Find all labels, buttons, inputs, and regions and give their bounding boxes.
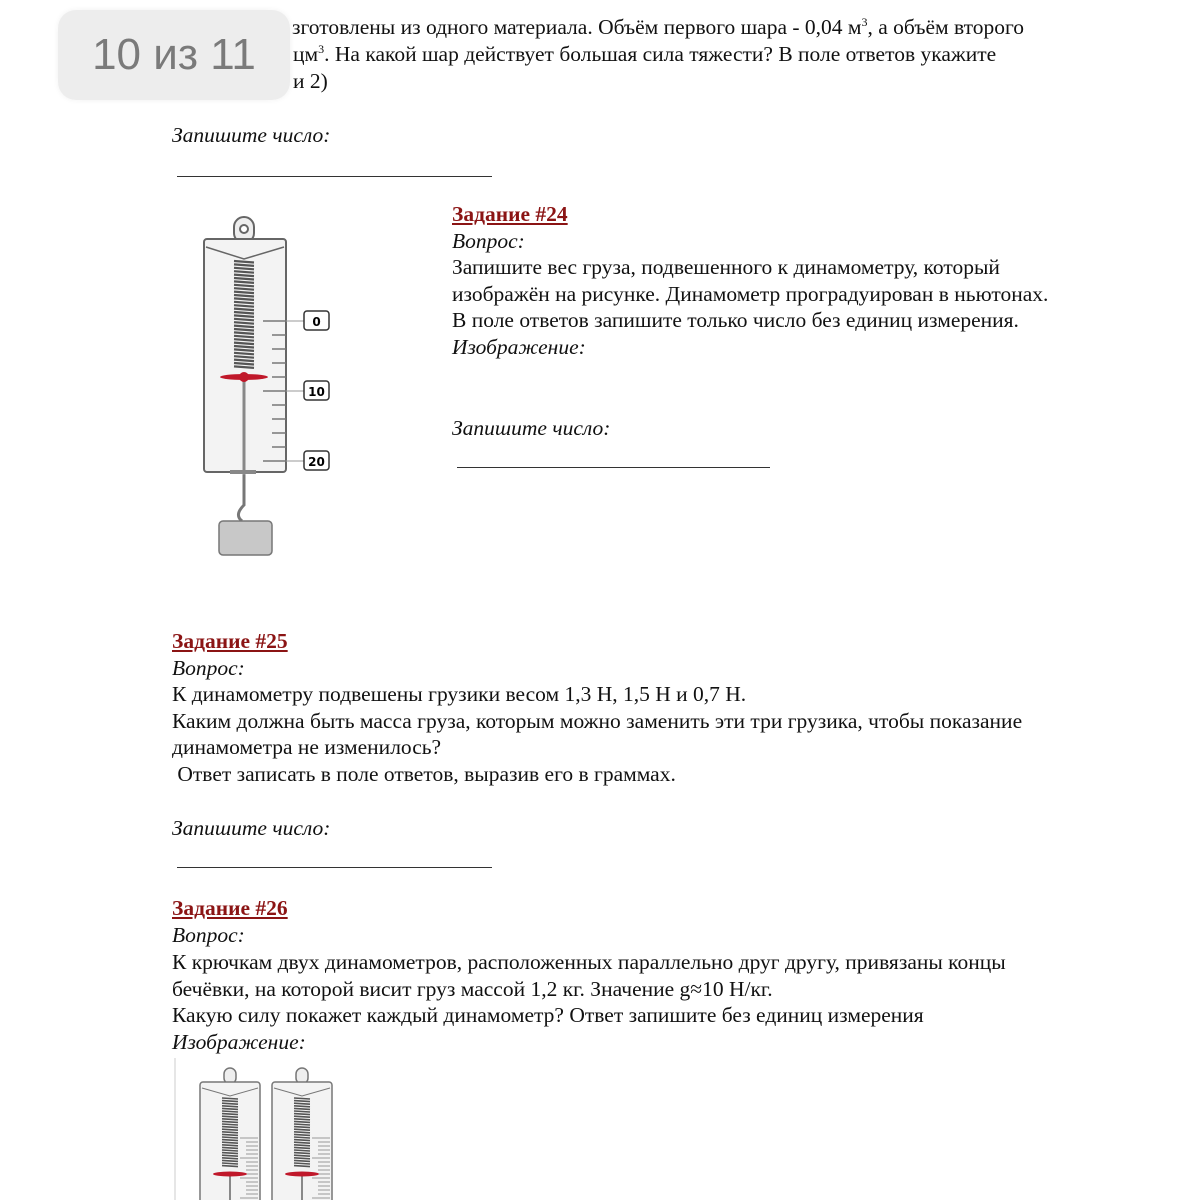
spring-coil — [234, 332, 254, 334]
task26-title: Задание #26 — [172, 896, 288, 920]
spring-coil — [234, 271, 254, 273]
task23-line-3: и 2) — [293, 69, 328, 93]
task23-answer-label: Запишите число: — [172, 123, 331, 147]
spring-coil — [234, 264, 254, 266]
dynamometer-left — [200, 1068, 260, 1200]
task24-question-label: Вопрос: — [452, 229, 525, 253]
spring-coil — [234, 295, 254, 297]
task26-line-3: Какую силу покажет каждый динамометр? Ответ запишите без единиц измерения — [172, 1003, 924, 1027]
scale-label-10 — [304, 381, 329, 400]
two-dynamometers-image — [172, 1058, 342, 1200]
spring-coil — [234, 275, 254, 277]
spring-coil — [234, 329, 254, 331]
task24-title: Задание #24 — [452, 202, 568, 226]
spring-coil — [234, 278, 254, 280]
dynamometer-image — [170, 205, 370, 565]
task23-line-1: зготовлены из одного материала. Объём первого шара - 0,04 $м^3$, а объём второго — [292, 14, 1024, 39]
scale-label-0 — [304, 311, 329, 330]
task23-answer-field[interactable] — [177, 176, 492, 177]
spring-coil — [234, 343, 254, 345]
page-indicator: 10 из 11 — [58, 10, 290, 100]
spring-coil — [234, 285, 254, 287]
spring-coil — [234, 346, 254, 348]
task23-line-2: $цм^3$. На какой шар действует большая сила тяжести? В поле ответов укажите — [293, 41, 997, 66]
task26-image-label: Изображение: — [172, 1030, 306, 1054]
task26-line-1: К крючкам двух динамометров, расположенных параллельно друг другу, привязаны концы — [172, 950, 1006, 974]
spring-coil — [234, 292, 254, 294]
task24-image-label: Изображение: — [452, 335, 586, 359]
task25-line-4: Ответ записать в поле ответов, выразив его в граммах. — [172, 762, 676, 786]
spring-coil — [234, 319, 254, 321]
task24-answer-field[interactable] — [457, 467, 770, 468]
scale-label-20 — [304, 451, 329, 470]
spring-coil — [234, 353, 254, 355]
task25-question-label: Вопрос: — [172, 656, 245, 680]
spring-coil — [234, 268, 254, 270]
task26-line-2: бечёвки, на которой висит груз массой 1,2 кг. Значение g≈10 Н/кг. — [172, 977, 773, 1001]
spring-coil — [234, 326, 254, 328]
dynamometer-right — [272, 1068, 332, 1200]
spring-coil — [234, 288, 254, 290]
spring-coil — [234, 312, 254, 314]
spring-coil — [234, 339, 254, 341]
spring-coil — [234, 363, 254, 365]
spring-coil — [234, 360, 254, 362]
spring-coil — [234, 315, 254, 317]
task25-answer-field[interactable] — [177, 867, 492, 868]
task24-answer-label: Запишите число: — [452, 416, 611, 440]
spring-coil — [234, 322, 254, 324]
spring-coil — [234, 356, 254, 358]
task26-question-label: Вопрос: — [172, 923, 245, 947]
spring-coil — [234, 281, 254, 283]
task25-line-3: динамометра не изменилось? — [172, 735, 442, 759]
task25-line-2: Каким должна быть масса груза, которым можно заменить эти три грузика, чтобы показание — [172, 709, 1023, 733]
spring-coil — [234, 305, 254, 307]
spring-coil — [234, 349, 254, 351]
spring-coil — [234, 366, 254, 368]
svg-text:10: 10 — [308, 385, 325, 399]
spring-coil — [234, 261, 254, 263]
task24-line-3: В поле ответов запишите только число без единиц измерения. — [452, 308, 1019, 332]
task25-title: Задание #25 — [172, 629, 288, 653]
task25-line-1: К динамометру подвешены грузики весом 1,3 Н, 1,5 Н и 0,7 Н. — [172, 682, 747, 706]
task25-answer-label: Запишите число: — [172, 816, 331, 840]
spring-coil — [234, 302, 254, 304]
spring-coil — [234, 309, 254, 311]
spring-coil — [234, 298, 254, 300]
svg-text:20: 20 — [308, 455, 325, 469]
spring-coil — [234, 336, 254, 338]
task24-line-1: Запишите вес груза, подвешенного к динамометру, который — [452, 255, 1000, 279]
task24-line-2: изображён на рисунке. Динамометр проградуирован в ньютонах. — [452, 282, 1049, 306]
svg-text:0: 0 — [312, 315, 321, 329]
